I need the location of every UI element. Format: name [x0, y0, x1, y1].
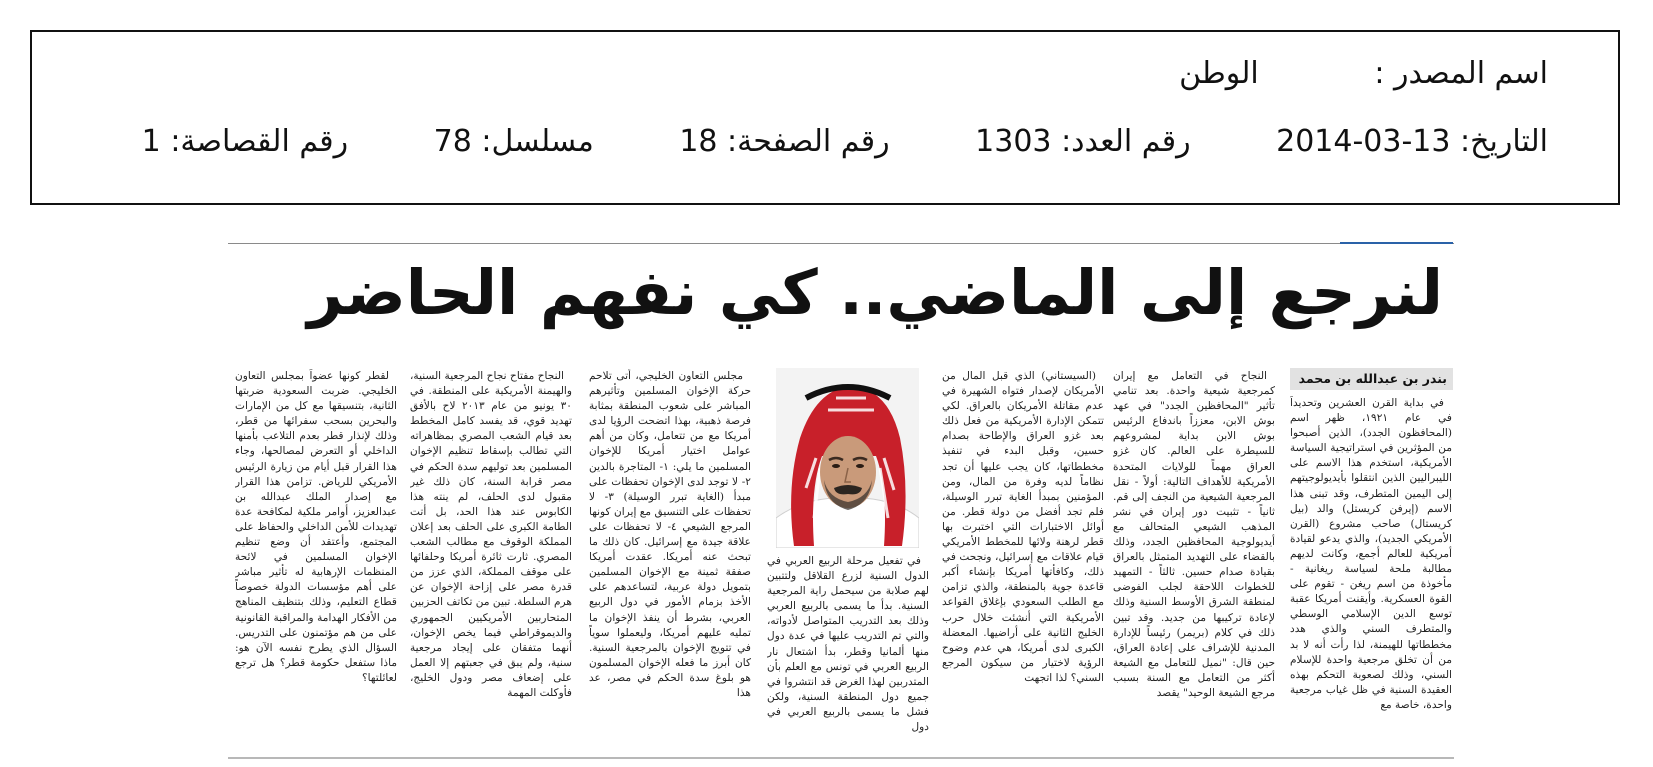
article-column-3 [942, 369, 1104, 754]
details-row [142, 124, 1548, 159]
article-column-1 [1290, 396, 1452, 754]
article-column-2 [1113, 369, 1275, 754]
clip-bottom-rule [228, 757, 1454, 759]
source-label: اسم المصدر : [1374, 56, 1548, 91]
clip-label: رقم القصاصة: [170, 124, 349, 159]
column-text: في بداية القرن العشرين وتحديداً في عام ١٩٢١، ظهر اسم (المحافظون الجدد)، الذين أصبحوا من المؤثرين في استراتيجية السياسة الأمريكية، استخدم هذا الاسم على الليبراليين الذين انتقلوا بأيديولوجيتهم إلى اليمين المتطرف، وقد تبنى هذا الاسم (إيرفن كريستل) والد (بيل كريستال) صاحب مشروع (القرن الأمريكي الجديد)، والذي يدعو لقيادة أمريكية للعالم أجمع، وكانت لديهم مطالبة ملحة لسياسة ريغانية - مأخوذة من اسم ريغن - تقوم على القوة العسكرية. وأيقنت أمريكا عقبة توسع الدين الإسلامي الوسطي والمتطرف السني والذي هدد مخططاتها للهيمنة، لذا رأت أنه لا بد من أن تخلق مرجعية واحدة للإسلام السني، وذلك لصعوبة التحكم بهذه العقيدة السنية في ظل غياب مرجعية واحدة، خاصة مع [1290, 397, 1452, 711]
serial-value: 78 [433, 124, 472, 159]
article-column-6 [410, 369, 572, 754]
author-portrait-icon [776, 368, 919, 548]
article-column-4 [767, 554, 929, 754]
column-text: لقطر كونها عضواً بمجلس التعاون الخليجي. ضربت السعودية ضربتها الثانية، بتنسيقها مع كل من الإمارات والبحرين بسحب سفرائها من قطر، وذلك لإنذار قطر بعدم التلاعب بأمنها الداخلي أو التعرض لمصالحها، وجاء هذا القرار قبل أيام من زيارة الرئيس الأمريكي للرياض. تزامن هذا القرار مع إصدار الملك عبدالله بن عبدالعزيز، أوامر ملكية لمكافحة عدة تهديدات للأمن الداخلي والحفاظ على المجتمع، وأعتقد أن وضع تنظيم الإخوان المسلمين في لائحة المنظمات الإرهابية له تأثير مباشر على أهم مؤسسات الدولة خصوصاً قطاع التعليم، وذلك بتنظيف المناهج من الأفكار الهدامة والمراقبة القانونية على من هم مؤتمنون على التدريس. السؤال الذي يطرح نفسه الآن هو: ماذا ستفعل حكومة قطر؟ هل ترجع لعائلتها؟ [235, 370, 397, 684]
issue-label: رقم العدد: [1061, 124, 1191, 159]
article-column-7 [235, 369, 397, 754]
column-text: النجاح في التعامل مع إيران كمرجعية شيعية واحدة. بعد تنامي تأثير "المحافظين الجدد" في عهد بوش الابن، معززاً باندفاع الرئيس بوش الابن بداية لمشروعهم للسيطرة على العالم. كان غزو العراق مهماً للولايات المتحدة الأمريكية للأهداف التالية: أولاً - نقل المرجعية الشيعية من النجف إلى قم. ثانياً - تثبيت دور إيران في نشر المذهب الشيعي المتحالف مع أيديولوجية المحافظين الجدد، وذلك بالقضاء على التهديد المتمثل بالعراق بقيادة صدام حسين. ثالثاً - التمهيد للخطوات اللاحقة لجلب الفوضى لمنطقة الشرق الأوسط السنية وذلك لإعادة تركيبها من جديد. وقد تبين ذلك في كلام (بريمر) رئيساً للإدارة المدنية للإشراف على إعادة العراق، حين قال: "نميل للتعامل مع الشيعة أكثر من التعامل مع السنة بسبب مرجع الشيعة الوحيد" يقصد [1113, 370, 1275, 699]
column-text: (السيستاني) الذي قبل المال من الأمريكان لإصدار فتواه الشهيرة في عدم مقاتلة الأمريكان بالعراق. لكي تتمكن الإدارة الأمريكية من فعل ذلك بعد غزو العراق والإطاحة بصدام حسين، وقبل البدء في تنفيذ مخططاتها، كان يجب عليها أن تجد نظاماً لديه وفرة من المال، ومن المؤمنين بمبدأ الغاية تبرر الوسيلة، فلم تجد أفضل من دولة قطر. من أوائل الاختبارات التي اختبرت بها قطر لرهنة ولائها للمخطط الأمريكي قيام علاقات مع إسرائيل، ونجحت في ذلك، وكافأتها أمريكا بإنشاء أكبر قاعدة جوية بالمنطقة، والذي تزامن مع الطلب السعودي بإغلاق القواعد الأمريكية التي أنشئت خلال حرب الخليج الثانية على أراضيها. المعضلة الكبرى لدى أمريكا، هي عدم وضوح الرؤية لاختيار من سيكون المرجع السني؟ لذا اتجهت [942, 370, 1104, 684]
column-text: النجاح مفتاح نجاح المرجعية السنية، والهيمنة الأمريكية على المنطقة. في ٣٠ يونيو من عام ٢٠١٣ لاح بالأفق تهديد قوي، قد يفسد كامل المخطط بعد قيام الشعب المصري بمظاهراته التي تطالب بإسقاط تنظيم الإخوان المسلمين بعد توليهم سدة الحكم في مصر قرابة السنة، كان ذلك غير مقبول لدى الحلف، لم ينته هذا الكابوس عند هذا الحد، بل أتت الطامة الكبرى على الحلف بعد إعلان المملكة الوقوف مع مطالب الشعب المصري. ثارت ثائرة أمريكا وحلفائها على موقف المملكة، الذي عزز من قدرة مصر على إزاحة الإخوان عن هرم السلطة. تبين من تكاتف الحزبين المتحاربين الأمريكيين الجمهوري والديموقراطي فيما يخص الإخوان، أنهما متفقان على إيجاد مرجعية سنية، ولم يبق في جعبتهم إلا العمل على إضعاف مصر ودول الخليج، فأوكلت المهمة [410, 370, 572, 699]
clip-value: 1 [141, 124, 161, 159]
page-value: 18 [679, 124, 718, 159]
clip-accent-rule [1340, 242, 1453, 244]
source-metadata-box [30, 30, 1620, 205]
source-row [1179, 56, 1548, 91]
column-text: في تفعيل مرحلة الربيع العربي في الدول السنية لزرع القلاقل ولتتبين لهم صلابة من سيحمل راية المرجعية السنية. بدأ ما يسمى بالربيع العربي وذلك بعد التدريب المتواصل لأدواته، والتي تم التدريب عليها في عدة دول منها ألمانيا وقطر، بدأ اشتعال نار الربيع العربي في تونس مع العلم بأن المتدربين لهذا الغرض قد انتشروا في جميع دول المنطقة السنية، ولكن فشل ما يسمى بالربيع العربي في دول [767, 555, 929, 734]
column-text: مجلس التعاون الخليجي، أتى تلاحم حركة الإخوان المسلمين وتأثيرهم المباشر على شعوب المنطقة بمثابة فرصة ذهبية، بهذا اتضحت الرؤيا لدى أمريكا مع من تتعامل، وكان من أهم عوامل اختيار أمريكا للإخوان المسلمين ما يلي: ١- المتاجرة بالدين ٢- لا توجد لدى الإخوان تحفظات على مبدأ (الغاية تبرر الوسيلة) ٣- لا تحفظات على التنسيق مع إيران كونها المرجع الشيعي ٤- لا تحفظات على علاقة جيدة مع إسرائيل. كان ذلك ما تبحث عنه أمريكا. عقدت أمريكا صفقة ثمينة مع الإخوان المسلمين بتمويل دولة عربية، لتساعدهم على الأخذ بزمام الأمور في دول الربيع العربي، بشرط أن ينفذ الإخوان ما تمليه عليهم أمريكا، وليعملوا سوياً في تتويج الإخوان بالمرجعية السنية. كان أبرز ما فعله الإخوان المسلمون هو بلوغ سدة الحكم في مصر، عد هذا [589, 370, 751, 699]
date-value: 2014-03-13 [1276, 124, 1451, 159]
article-column-5 [589, 369, 751, 754]
page-label: رقم الصفحة: [727, 124, 890, 159]
article-headline: لنرجع إلى الماضي.. كي نفهم الحاضر [307, 256, 1443, 329]
issue-value: 1303 [975, 124, 1052, 159]
source-value: الوطن [1179, 56, 1259, 91]
article-byline: بندر بن عبدالله بن محمد [1290, 368, 1453, 390]
clip-top-rule [228, 243, 1454, 244]
serial-label: مسلسل: [481, 124, 594, 159]
date-label: التاريخ: [1460, 124, 1548, 159]
author-portrait-photo [776, 368, 919, 548]
